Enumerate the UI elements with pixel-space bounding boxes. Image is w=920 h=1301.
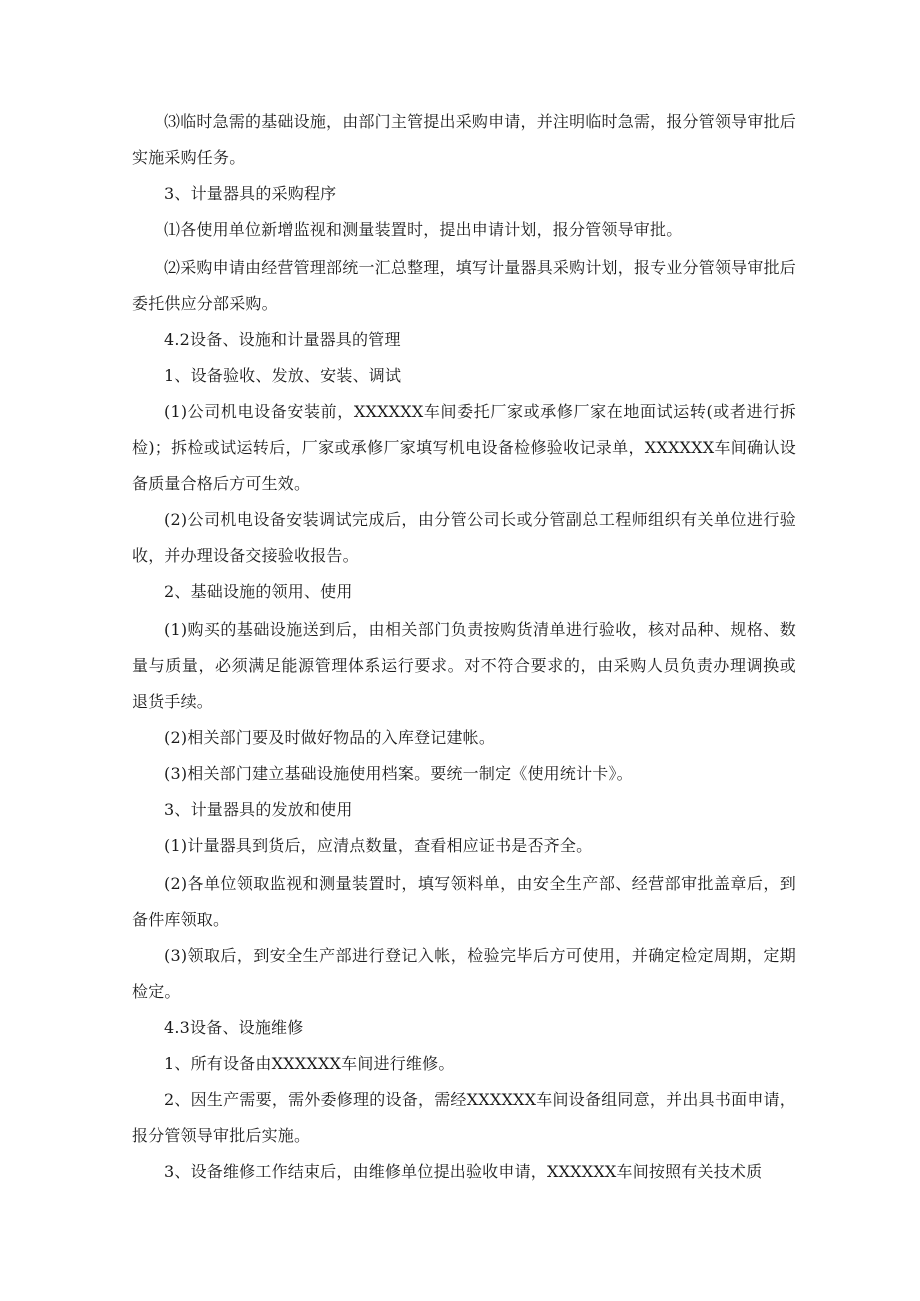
paragraph-temporary-facilities: ⑶临时急需的基础设施，由部门主管提出采购申请，并注明临时急需，报分管领导审批后实施采购任务。	[132, 112, 796, 167]
heading-measuring-distribution: 3、计量器具的发放和使用	[164, 800, 353, 819]
paragraph-measuring-item-1: ⑴各使用单位新增监视和测量装置时，提出申请计划，报分管领导审批。	[164, 220, 683, 239]
paragraph-acceptance-item-2: (2)公司机电设备安装调试完成后，由分管公司长或分管副总工程师组织有关单位进行验收，并办理设备交接验收报告。	[132, 510, 796, 565]
paragraph-distribution-item-3: (3)领取后，到安全生产部进行登记入帐，检验完毕后方可使用，并确定检定周期，定期检定。	[132, 946, 796, 1001]
heading-measuring-purchase-procedure: 3、计量器具的采购程序	[164, 184, 337, 203]
paragraph-measuring-item-2: ⑵采购申请由经营管理部统一汇总整理，填写计量器具采购计划，报专业分管领导审批后委托供应分部采购。	[132, 258, 796, 313]
heading-equipment-acceptance: 1、设备验收、发放、安装、调试	[164, 366, 402, 385]
paragraph-distribution-item-2: (2)各单位领取监视和测量装置时，填写领料单，由安全生产部、经营部审批盖章后，到备件库领取。	[132, 874, 796, 929]
heading-facility-usage: 2、基础设施的领用、使用	[164, 582, 353, 601]
paragraph-repair-item-3: 3、设备维修工作结束后，由维修单位提出验收申请，XXXXXX车间按照有关技术质	[164, 1162, 763, 1181]
heading-section-4-3: 4.3设备、设施维修	[164, 1018, 304, 1037]
paragraph-repair-item-1: 1、所有设备由XXXXXX车间进行维修。	[164, 1054, 455, 1073]
paragraph-usage-item-3: (3)相关部门建立基础设施使用档案。要统一制定《使用统计卡》。	[164, 764, 633, 783]
paragraph-usage-item-1: (1)购买的基础设施送到后，由相关部门负责按购货清单进行验收，核对品种、规格、数量与质量，必须满足能源管理体系运行要求。对不符合要求的，由采购人员负责办理调换或退货手续。	[132, 620, 796, 711]
paragraph-usage-item-2: (2)相关部门要及时做好物品的入库登记建帐。	[164, 728, 496, 747]
paragraph-acceptance-item-1: (1)公司机电设备安装前，XXXXXX车间委托厂家或承修厂家在地面试运转(或者进行拆检)；拆检或试运转后，厂家或承修厂家填写机电设备检修验收记录单，XXXXXX车间确认设备质量合格后方可生效。	[132, 402, 796, 493]
paragraph-repair-item-2: 2、因生产需要，需外委修理的设备，需经XXXXXX车间设备组同意，并出具书面申请，报分管领导审批后实施。	[132, 1090, 796, 1145]
heading-section-4-2: 4.2设备、设施和计量器具的管理	[164, 330, 401, 349]
paragraph-distribution-item-1: (1)计量器具到货后，应清点数量，查看相应证书是否齐全。	[164, 836, 593, 855]
